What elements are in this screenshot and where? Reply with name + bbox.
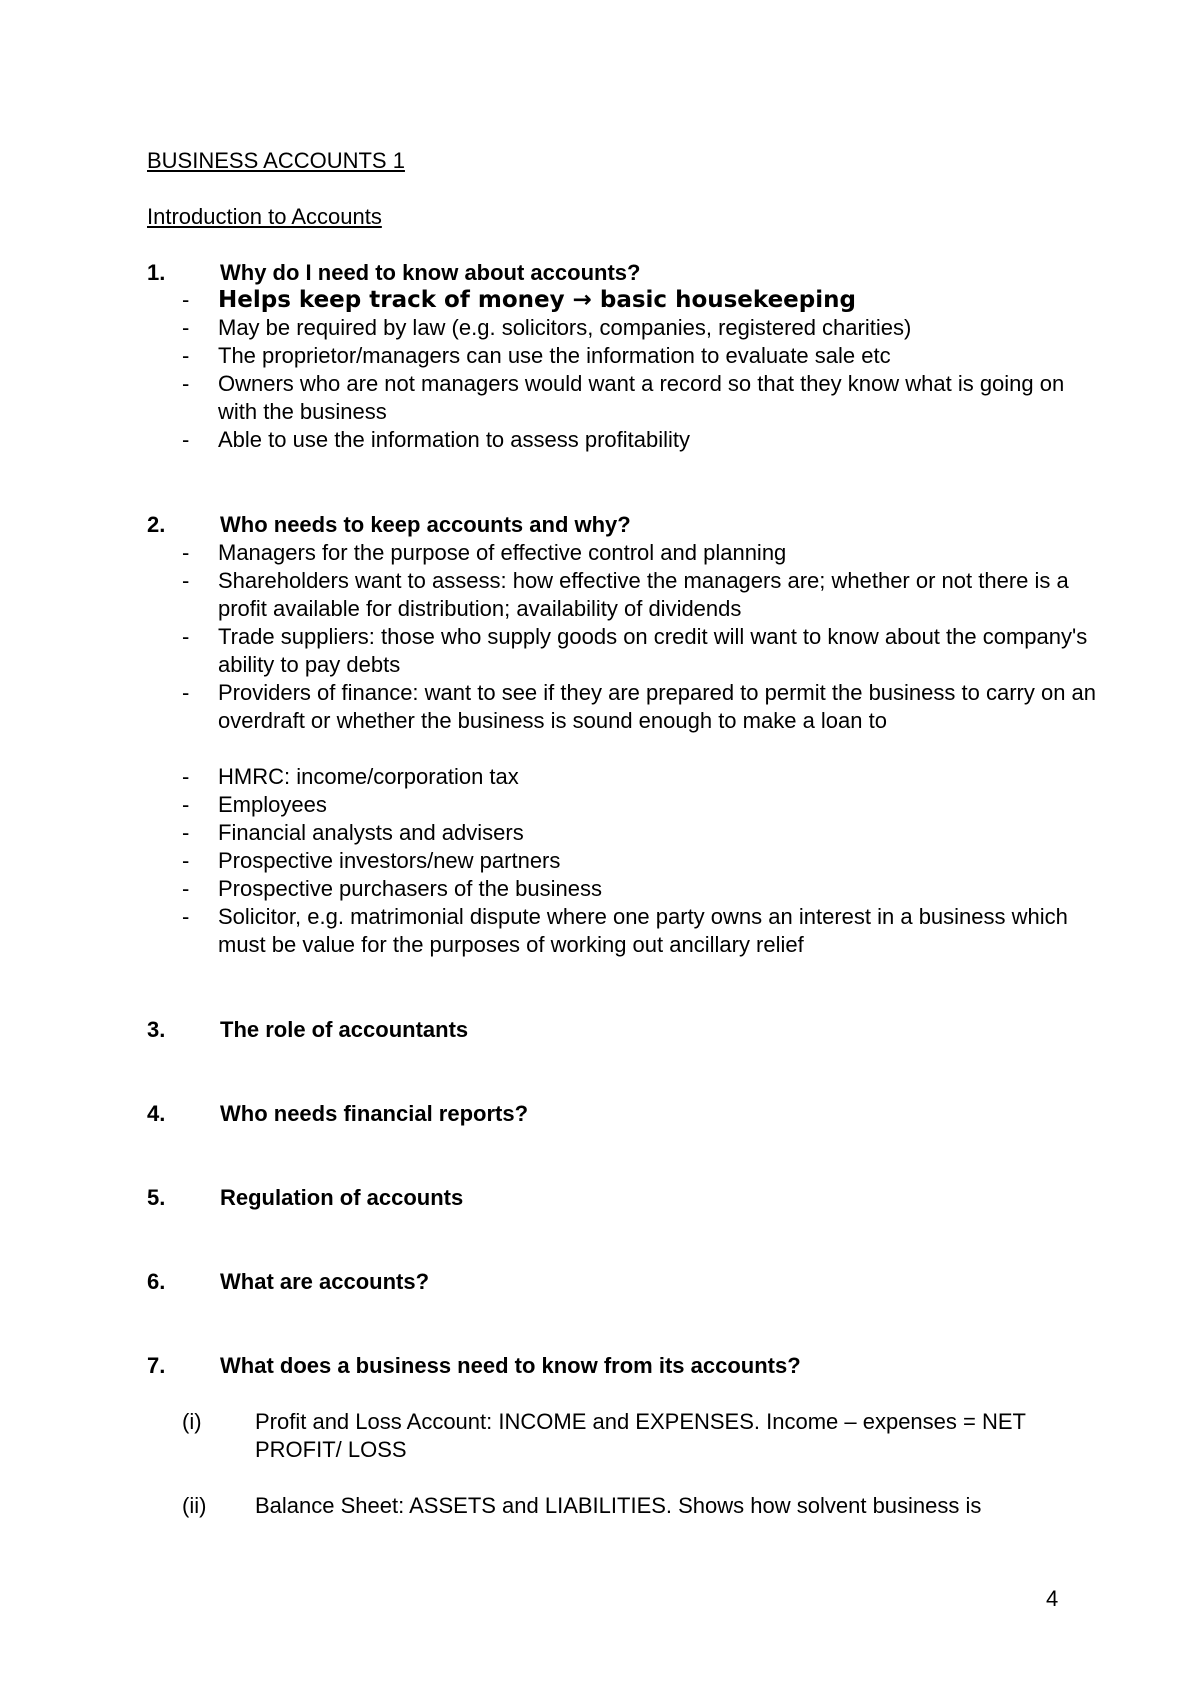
list-item-text: Managers for the purpose of effective control and planning (218, 540, 787, 565)
item-number: (i) (182, 1409, 202, 1434)
bullet-dash: - (182, 876, 190, 901)
list-item-text: Helps keep track of money → basic housekeeping (218, 287, 856, 313)
list-item-text: Solicitor, e.g. matrimonial dispute where one party owns an interest in a business which must be value for the purposes of working out ancillary relief (218, 904, 1068, 957)
list-item-text: Providers of finance: want to see if they are prepared to permit the business to carry on an overdraft or whether the business is sound enough to make a loan to (218, 680, 1097, 733)
item-text: Profit and Loss Account: INCOME and EXPENSES. Income – expenses = NET PROFIT/ LOSS (255, 1409, 1026, 1462)
section-number: 1. (147, 260, 166, 285)
section-title: Why do I need to know about accounts? (220, 260, 641, 285)
list-item-text: The proprietor/managers can use the information to evaluate sale etc (218, 343, 891, 368)
section-number: 4. (147, 1101, 166, 1126)
section-number: 2. (147, 512, 166, 537)
bullet-dash: - (182, 764, 190, 789)
page-number: 4 (1046, 1586, 1059, 1611)
list-item-text: Prospective investors/new partners (218, 848, 561, 873)
section-number: 3. (147, 1017, 166, 1042)
section-title: What does a business need to know from its accounts? (220, 1353, 801, 1378)
section-number: 6. (147, 1269, 166, 1294)
item-number: (ii) (182, 1493, 207, 1518)
section-title: The role of accountants (220, 1017, 469, 1042)
list-item-text: Prospective purchasers of the business (218, 876, 602, 901)
bullet-dash: - (182, 820, 190, 845)
bullet-dash: - (182, 848, 190, 873)
bullet-dash: - (182, 371, 190, 396)
bullet-dash: - (182, 315, 190, 340)
document-subtitle: Introduction to Accounts (147, 204, 382, 229)
list-item-text: Employees (218, 792, 327, 817)
bullet-dash: - (182, 427, 190, 452)
bullet-dash: - (182, 792, 190, 817)
section-title: Who needs to keep accounts and why? (220, 512, 631, 537)
list-item-text: Able to use the information to assess profitability (218, 427, 691, 452)
bullet-dash: - (182, 287, 190, 312)
section-number: 5. (147, 1185, 166, 1210)
section-title: What are accounts? (220, 1269, 430, 1294)
bullet-dash: - (182, 904, 190, 929)
bullet-dash: - (182, 540, 190, 565)
section-title: Regulation of accounts (220, 1185, 464, 1210)
list-item-text: HMRC: income/corporation tax (218, 764, 519, 789)
section-title: Who needs financial reports? (220, 1101, 529, 1126)
bullet-dash: - (182, 568, 190, 593)
list-item-text: May be required by law (e.g. solicitors, companies, registered charities) (218, 315, 912, 340)
document-title: BUSINESS ACCOUNTS 1 (147, 148, 405, 173)
list-item-text: Financial analysts and advisers (218, 820, 524, 845)
section-number: 7. (147, 1353, 166, 1378)
list-item-text: Owners who are not managers would want a record so that they know what is going on with the business (218, 371, 1065, 424)
item-text: Balance Sheet: ASSETS and LIABILITIES. Shows how solvent business is (255, 1493, 982, 1518)
bullet-dash: - (182, 343, 190, 368)
list-item-text: Trade suppliers: those who supply goods on credit will want to know about the company's ability to pay debts (218, 624, 1088, 677)
bullet-dash: - (182, 680, 190, 705)
bullet-dash: - (182, 624, 190, 649)
list-item-text: Shareholders want to assess: how effective the managers are; whether or not there is a profit available for distribution; availability of dividends (218, 568, 1069, 621)
